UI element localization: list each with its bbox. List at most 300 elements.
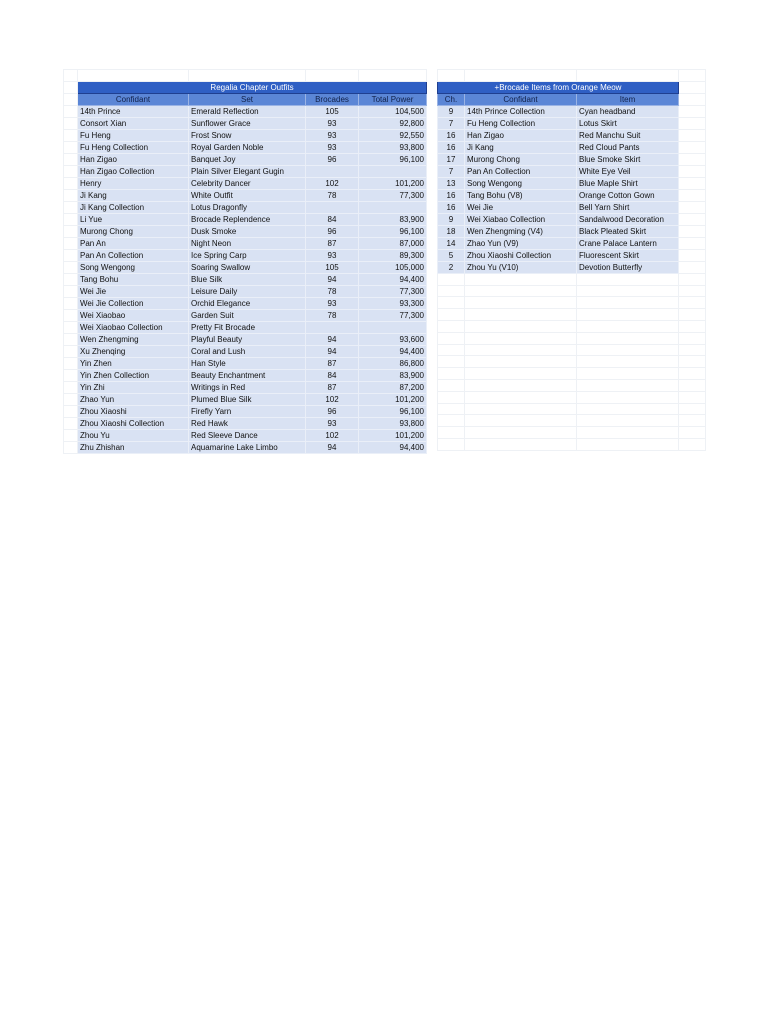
table-row [64,225,427,237]
empty-cell [679,403,706,415]
row-spacer [679,177,706,189]
empty-cell [438,403,465,415]
row-spacer [679,105,706,117]
set-cell: Blue Silk [189,273,306,285]
confidant-cell: Yin Zhen Collection [78,369,189,381]
table-row [64,429,427,441]
row-spacer [64,297,78,309]
confidant-cell: Pan An Collection [78,249,189,261]
table-row [438,261,706,273]
brocades-cell: 78 [306,309,359,321]
empty-cell [679,285,706,297]
empty-cell [438,379,465,391]
total-power-cell: 94,400 [359,345,427,357]
empty-grid-row [438,273,706,285]
confidant-cell: Zhou Xiaoshi Collection [78,417,189,429]
empty-cell [577,415,679,427]
table-row [438,249,706,261]
brocades-cell: 93 [306,117,359,129]
set-cell: Orchid Elegance [189,297,306,309]
total-power-cell: 77,300 [359,309,427,321]
empty-cell [438,356,465,368]
empty-cell [465,427,577,439]
table-row [64,189,427,201]
row-spacer [64,393,78,405]
empty-cell [438,391,465,403]
set-cell: Sunflower Grace [189,117,306,129]
table-row [64,357,427,369]
row-spacer [64,261,78,273]
set-cell: Plumed Blue Silk [189,393,306,405]
confidant-cell: 14th Prince [78,105,189,117]
empty-cell [465,379,577,391]
empty-grid-row [438,356,706,368]
brocades-cell: 105 [306,261,359,273]
item-cell: Orange Cotton Gown [577,189,679,201]
set-cell: Celebrity Dancer [189,177,306,189]
set-cell: Pretty Fit Brocade [189,321,306,333]
confidant-cell: Murong Chong [465,153,577,165]
item-cell: Blue Maple Shirt [577,177,679,189]
brocades-cell: 93 [306,249,359,261]
confidant-cell: Yin Zhi [78,381,189,393]
confidant-cell: Tang Bohu (V8) [465,189,577,201]
confidant-cell: Ji Kang [78,189,189,201]
row-spacer [64,405,78,417]
brocades-cell [306,201,359,213]
set-cell: Night Neon [189,237,306,249]
set-cell: Han Style [189,357,306,369]
confidant-cell: Fu Heng [78,129,189,141]
brocades-cell: 96 [306,153,359,165]
empty-cell [577,309,679,321]
empty-cell [577,285,679,297]
brocades-cell: 96 [306,405,359,417]
confidant-cell: Wei Xiaobao [78,309,189,321]
table-row [64,285,427,297]
empty-cell [679,297,706,309]
confidant-cell: Li Yue [78,213,189,225]
brocades-cell: 84 [306,369,359,381]
empty-grid-row [438,320,706,332]
empty-grid-row [438,427,706,439]
set-cell: Garden Suit [189,309,306,321]
confidant-cell: Wei Xiabao Collection [465,213,577,225]
empty-cell [577,344,679,356]
column-header-brocades: Brocades [306,93,359,105]
empty-cell [577,297,679,309]
total-power-cell: 101,200 [359,177,427,189]
total-power-cell: 96,100 [359,225,427,237]
right-table-title: +Brocade Items from Orange Meow [438,81,679,93]
empty-cell [438,368,465,380]
table-row [64,177,427,189]
item-cell: Devotion Butterfly [577,261,679,273]
empty-cell [465,344,577,356]
empty-cell [679,415,706,427]
empty-cell [679,344,706,356]
chapter-cell: 17 [438,153,465,165]
chapter-cell: 7 [438,117,465,129]
chapter-cell: 18 [438,225,465,237]
row-spacer [64,345,78,357]
brocades-cell: 84 [306,213,359,225]
item-cell: Blue Smoke Skirt [577,153,679,165]
row-spacer [679,225,706,237]
row-spacer [679,165,706,177]
total-power-cell [359,321,427,333]
row-spacer [64,237,78,249]
item-cell: Bell Yarn Shirt [577,201,679,213]
brocades-cell: 78 [306,189,359,201]
table-row [64,369,427,381]
empty-grid-row [438,309,706,321]
table-row [64,297,427,309]
total-power-cell: 93,800 [359,141,427,153]
empty-cell [577,273,679,285]
empty-cell [465,368,577,380]
set-cell: Frost Snow [189,129,306,141]
row-spacer [64,285,78,297]
confidant-cell: Wei Jie Collection [78,297,189,309]
empty-cell [679,379,706,391]
row-spacer [64,153,78,165]
empty-cell [438,332,465,344]
table-row [438,141,706,153]
row-spacer [64,321,78,333]
total-power-cell: 86,800 [359,357,427,369]
confidant-cell: Han Zigao [465,129,577,141]
row-spacer [64,189,78,201]
set-cell: Emerald Reflection [189,105,306,117]
empty-cell [438,438,465,450]
brocades-cell: 94 [306,345,359,357]
table-row [64,129,427,141]
set-cell: Firefly Yarn [189,405,306,417]
row-spacer [64,129,78,141]
empty-grid-row [438,332,706,344]
total-power-cell: 87,000 [359,237,427,249]
empty-cell [465,415,577,427]
set-cell: Ice Spring Carp [189,249,306,261]
table-row [64,345,427,357]
set-cell: Leisure Daily [189,285,306,297]
confidant-cell: Consort Xian [78,117,189,129]
empty-grid-row [438,285,706,297]
table-row [64,153,427,165]
empty-cell [577,427,679,439]
confidant-cell: Yin Zhen [78,357,189,369]
empty-grid-row [438,297,706,309]
confidant-cell: Zhou Xiaoshi [78,405,189,417]
empty-cell [438,320,465,332]
empty-cell [438,427,465,439]
empty-cell [577,320,679,332]
table-row [64,321,427,333]
total-power-cell: 104,500 [359,105,427,117]
chapter-cell: 9 [438,105,465,117]
row-spacer [679,261,706,273]
row-spacer [64,177,78,189]
total-power-cell: 105,000 [359,261,427,273]
brocades-cell: 105 [306,105,359,117]
total-power-cell [359,201,427,213]
table-row [438,177,706,189]
empty-cell [577,379,679,391]
row-spacer [64,369,78,381]
row-spacer [64,357,78,369]
confidant-cell: Pan An Collection [465,165,577,177]
empty-cell [465,320,577,332]
row-spacer [64,381,78,393]
brocades-cell: 93 [306,129,359,141]
total-power-cell: 93,800 [359,417,427,429]
empty-cell [465,309,577,321]
row-spacer [64,417,78,429]
brocades-cell: 93 [306,141,359,153]
confidant-cell: Song Wengong [78,261,189,273]
brocades-cell: 87 [306,381,359,393]
table-row [64,309,427,321]
empty-cell [679,427,706,439]
column-header-confidant: Confidant [78,93,189,105]
item-cell: Black Pleated Skirt [577,225,679,237]
brocades-cell [306,321,359,333]
empty-cell [577,438,679,450]
row-spacer [679,201,706,213]
row-spacer [64,213,78,225]
total-power-cell: 77,300 [359,285,427,297]
set-cell: Lotus Dragonfly [189,201,306,213]
empty-cell [438,297,465,309]
confidant-cell: Wen Zhengming [78,333,189,345]
confidant-cell: Henry [78,177,189,189]
table-row [64,381,427,393]
total-power-cell: 93,300 [359,297,427,309]
confidant-cell: Zhu Zhishan [78,441,189,453]
empty-cell [438,415,465,427]
empty-cell [465,356,577,368]
set-cell: Writings in Red [189,381,306,393]
table-row [438,105,706,117]
total-power-cell: 92,800 [359,117,427,129]
column-header-item: Item [577,93,679,105]
confidant-cell: Wen Zhengming (V4) [465,225,577,237]
total-power-cell: 96,100 [359,405,427,417]
row-spacer [679,117,706,129]
brocades-cell: 102 [306,393,359,405]
table-row [438,213,706,225]
brocades-cell: 87 [306,357,359,369]
chapter-cell: 16 [438,129,465,141]
chapter-cell: 13 [438,177,465,189]
brocades-cell: 93 [306,297,359,309]
empty-cell [465,273,577,285]
empty-cell [679,273,706,285]
empty-cell [577,403,679,415]
item-cell: Red Cloud Pants [577,141,679,153]
set-cell: Red Hawk [189,417,306,429]
table-row [64,117,427,129]
brocades-cell: 94 [306,333,359,345]
empty-cell [577,391,679,403]
total-power-cell: 94,400 [359,441,427,453]
confidant-cell: Pan An [78,237,189,249]
set-cell: Plain Silver Elegant Gugin [189,165,306,177]
item-cell: White Eye Veil [577,165,679,177]
column-header-confidant: Confidant [465,93,577,105]
confidant-cell: Zhao Yun (V9) [465,237,577,249]
table-row [64,405,427,417]
set-cell: Brocade Replendence [189,213,306,225]
empty-grid-row [438,379,706,391]
brocade-items-table [437,69,706,451]
table-row [64,141,427,153]
empty-cell [577,356,679,368]
empty-grid-row [438,415,706,427]
item-cell: Sandalwood Decoration [577,213,679,225]
set-cell: White Outfit [189,189,306,201]
item-cell: Cyan headband [577,105,679,117]
empty-grid-row [438,403,706,415]
brocades-cell: 102 [306,429,359,441]
empty-cell [679,391,706,403]
empty-cell [438,273,465,285]
total-power-cell: 101,200 [359,429,427,441]
confidant-cell: 14th Prince Collection [465,105,577,117]
table-row [64,201,427,213]
table-row [64,237,427,249]
total-power-cell: 96,100 [359,153,427,165]
row-spacer [64,309,78,321]
confidant-cell: Fu Heng Collection [78,141,189,153]
table-row [64,441,427,453]
confidant-cell: Zhou Xiaoshi Collection [465,249,577,261]
total-power-cell [359,165,427,177]
table-row [64,333,427,345]
confidant-cell: Fu Heng Collection [465,117,577,129]
empty-cell [438,285,465,297]
row-spacer [679,141,706,153]
brocades-cell: 94 [306,441,359,453]
set-cell: Banquet Joy [189,153,306,165]
table-row [438,129,706,141]
row-spacer [64,429,78,441]
total-power-cell: 83,900 [359,213,427,225]
table-row [438,117,706,129]
row-spacer [64,333,78,345]
chapter-cell: 16 [438,141,465,153]
total-power-cell: 77,300 [359,189,427,201]
row-spacer [679,249,706,261]
total-power-cell: 94,400 [359,273,427,285]
empty-cell [577,332,679,344]
set-cell: Dusk Smoke [189,225,306,237]
empty-cell [465,297,577,309]
confidant-cell: Han Zigao Collection [78,165,189,177]
column-header-total-power: Total Power [359,93,427,105]
table-row [64,165,427,177]
total-power-cell: 87,200 [359,381,427,393]
item-cell: Crane Palace Lantern [577,237,679,249]
confidant-cell: Murong Chong [78,225,189,237]
brocades-cell: 96 [306,225,359,237]
confidant-cell: Han Zigao [78,153,189,165]
chapter-cell: 16 [438,201,465,213]
row-spacer [64,249,78,261]
chapter-cell: 2 [438,261,465,273]
empty-cell [679,368,706,380]
row-spacer [679,129,706,141]
column-header-chapter: Ch. [438,93,465,105]
row-spacer [64,117,78,129]
empty-cell [465,438,577,450]
empty-cell [679,320,706,332]
chapter-cell: 5 [438,249,465,261]
brocades-cell: 87 [306,237,359,249]
empty-cell [679,332,706,344]
item-cell: Lotus Skirt [577,117,679,129]
empty-grid-row [438,438,706,450]
table-row [64,249,427,261]
chapter-cell: 14 [438,237,465,249]
empty-cell [679,309,706,321]
confidant-cell: Zhou Yu [78,429,189,441]
table-row [438,165,706,177]
brocades-cell: 102 [306,177,359,189]
confidant-cell: Ji Kang Collection [78,201,189,213]
set-cell: Coral and Lush [189,345,306,357]
table-row [64,393,427,405]
empty-cell [465,391,577,403]
row-spacer [64,225,78,237]
table-row [438,189,706,201]
chapter-cell: 16 [438,189,465,201]
confidant-cell: Wei Xiaobao Collection [78,321,189,333]
brocades-cell [306,165,359,177]
table-row [64,261,427,273]
empty-cell [438,309,465,321]
regalia-outfits-table [63,69,427,454]
row-spacer [64,105,78,117]
left-table-title: Regalia Chapter Outfits [78,81,427,93]
confidant-cell: Wei Jie [465,201,577,213]
item-cell: Red Manchu Suit [577,129,679,141]
empty-cell [679,438,706,450]
row-spacer [679,153,706,165]
empty-grid-row [438,344,706,356]
row-spacer [64,273,78,285]
row-spacer [679,213,706,225]
row-spacer [679,237,706,249]
table-row [64,105,427,117]
empty-cell [465,332,577,344]
table-row [64,273,427,285]
set-cell: Soaring Swallow [189,261,306,273]
brocades-cell: 93 [306,417,359,429]
total-power-cell: 93,600 [359,333,427,345]
set-cell: Playful Beauty [189,333,306,345]
item-cell: Fluorescent Skirt [577,249,679,261]
empty-cell [679,356,706,368]
empty-grid-row [438,368,706,380]
total-power-cell: 101,200 [359,393,427,405]
chapter-cell: 7 [438,165,465,177]
set-cell: Beauty Enchantment [189,369,306,381]
chapter-cell: 9 [438,213,465,225]
set-cell: Aquamarine Lake Limbo [189,441,306,453]
table-row [64,417,427,429]
